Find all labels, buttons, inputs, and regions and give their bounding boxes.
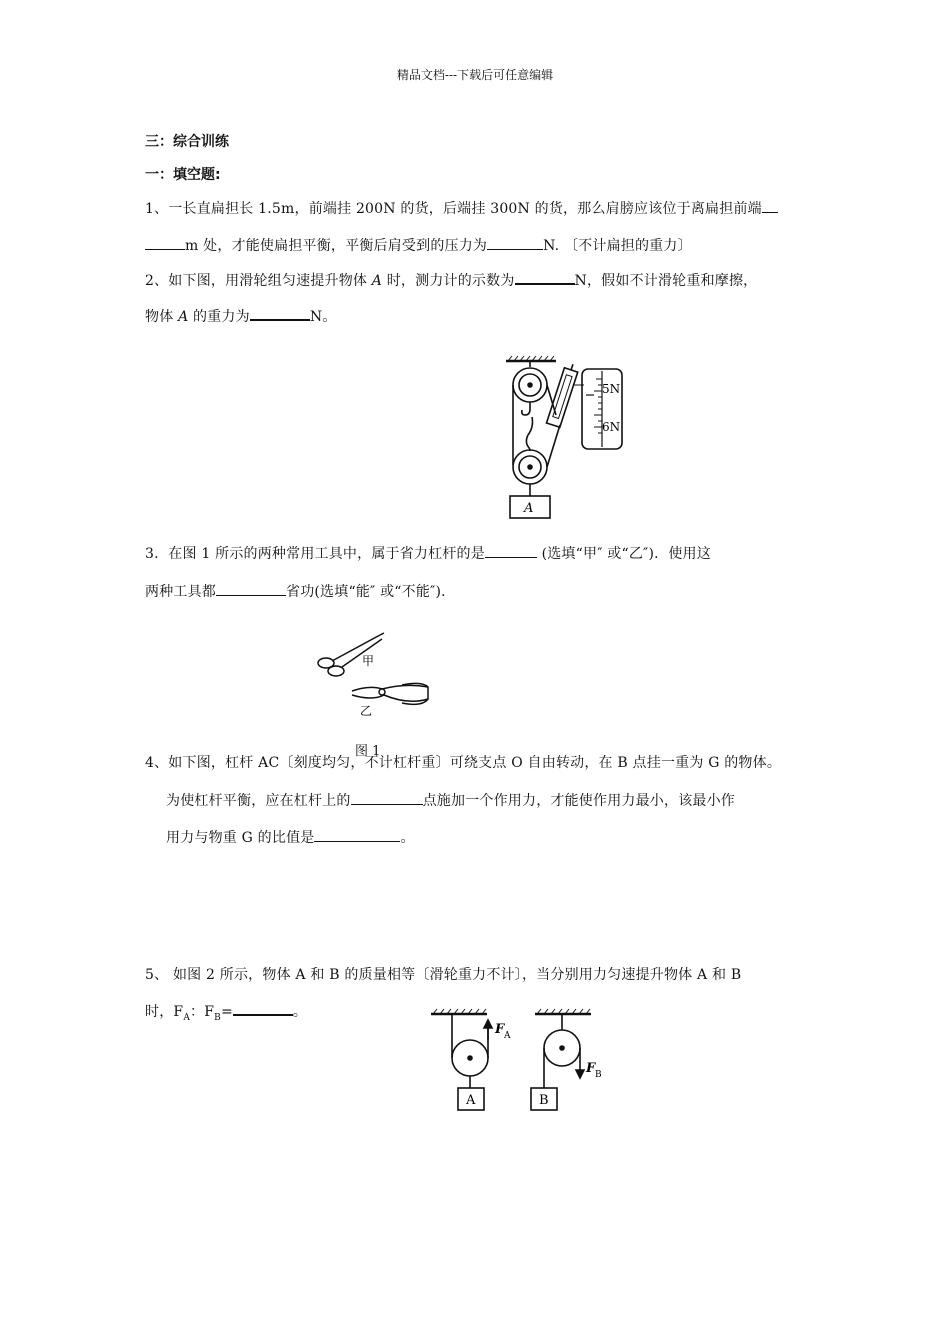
q5-line2 — [145, 1001, 307, 1023]
q5-sub-b: B — [214, 1012, 221, 1023]
q2-text-1c: N，假如不计滑轮重和摩擦， — [574, 273, 758, 289]
q2-text-2a: 物体 — [145, 309, 179, 325]
q2-text-1b: 时，测力计的示数为 — [382, 273, 515, 289]
scale-label-6n: 6N — [602, 420, 621, 434]
box-b-label: B — [539, 1093, 549, 1108]
q1-blank-2 — [487, 237, 543, 250]
subsection-title: 一：填空题: — [145, 167, 221, 183]
q5-text-eq: = — [220, 1004, 233, 1020]
q3-line1 — [145, 543, 711, 563]
q2-blank-1 — [515, 271, 575, 285]
q1-text-2b: N. 〔不计扁担的重力〕 — [543, 238, 692, 254]
page-header: 精品文档---下载后可任意编辑 — [396, 68, 554, 82]
box-a-label: A — [466, 1093, 476, 1108]
q5-text-fa: 时，F — [145, 1004, 184, 1020]
label-yi: 乙 — [360, 704, 373, 718]
q5-sub-a: A — [183, 1012, 191, 1023]
q4-blank-1 — [351, 792, 423, 805]
q2-blank-2 — [250, 307, 310, 321]
figure-1-caption: 图 1 — [355, 744, 381, 759]
q2-line1 — [145, 270, 757, 290]
q1-line2 — [145, 235, 692, 255]
pliers-upper — [352, 685, 428, 691]
q3-text-1b: (选填“甲″ 或“乙″)．使用这 — [536, 546, 711, 562]
q2-var-a: A — [371, 273, 383, 289]
scale-label-5n: 5N — [602, 382, 621, 396]
q3-text-2a: 两种工具都 — [145, 584, 216, 600]
q5-text-end: 。 — [292, 1004, 308, 1020]
q2-text-1a: 2、如下图，用滑轮组匀速提升物体 — [145, 273, 372, 289]
q3-text-2b: 省功(选填“能″ 或“不能″)． — [286, 584, 456, 600]
pulley-system-figure — [498, 355, 628, 525]
q5-blank — [233, 1002, 293, 1016]
q1-blank-1 — [145, 237, 185, 250]
q2-text-2b: 的重力为 — [188, 309, 250, 325]
section-title: 三：综合训练 — [145, 134, 229, 150]
q1-line1 — [145, 198, 778, 218]
label-jia: 甲 — [362, 654, 375, 668]
scissors-handle-2 — [328, 666, 344, 676]
q4-text-2a: 为使杠杆平衡，应在杠杆上的 — [166, 793, 351, 809]
force-a-sub: A — [504, 1031, 511, 1041]
q4-text-3b: 。 — [400, 830, 415, 846]
q1-blank-start — [762, 200, 778, 213]
q4-line2 — [166, 790, 735, 810]
q3-line2 — [145, 581, 455, 601]
q1-text-2a: m 处，才能使扁担平衡，平衡后肩受到的压力为 — [185, 238, 488, 254]
q2-var-a2: A — [178, 309, 189, 325]
q3-blank-1 — [485, 545, 537, 558]
q5-text-fb: ：F — [190, 1004, 215, 1020]
q4-text-2b: 点施加一个作用力，才能使作用力最小，该最小作 — [422, 793, 736, 809]
tools-figure — [310, 625, 440, 720]
force-b-sub: B — [595, 1070, 602, 1080]
q4-blank-2 — [314, 829, 400, 842]
q3-blank-2 — [216, 583, 286, 596]
figure-2-pulleys — [425, 1008, 615, 1118]
q2-line2 — [145, 306, 336, 326]
q2-text-2c: N。 — [309, 309, 337, 325]
q4-line1: 4、如下图，杠杆 AC〔刻度均匀，不计杠杆重〕可绕支点 O 自由转动，在 B 点挂一重为 G 的物体。 — [145, 755, 782, 771]
box-a-label: A — [524, 501, 534, 516]
q4-text-3a: 用力与物重 G 的比值是 — [166, 830, 315, 846]
force-a-label: F — [495, 1022, 505, 1037]
q3-text-1a: 3．在图 1 所示的两种常用工具中，属于省力杠杆的是 — [145, 546, 485, 562]
q1-text: 1、一长直扁担长 1.5m，前端挂 200N 的货，后端挂 300N 的货，那么肩膀应该位于离扁担前端 — [145, 201, 762, 217]
pliers-lower — [352, 695, 428, 701]
q4-line3 — [166, 827, 415, 847]
q5-line1: 5、 如图 2 所示，物体 A 和 B 的质量相等〔滑轮重力不计〕，当分别用力匀速提升物体 A 和 B — [145, 967, 742, 983]
force-b-label: F — [586, 1061, 596, 1076]
